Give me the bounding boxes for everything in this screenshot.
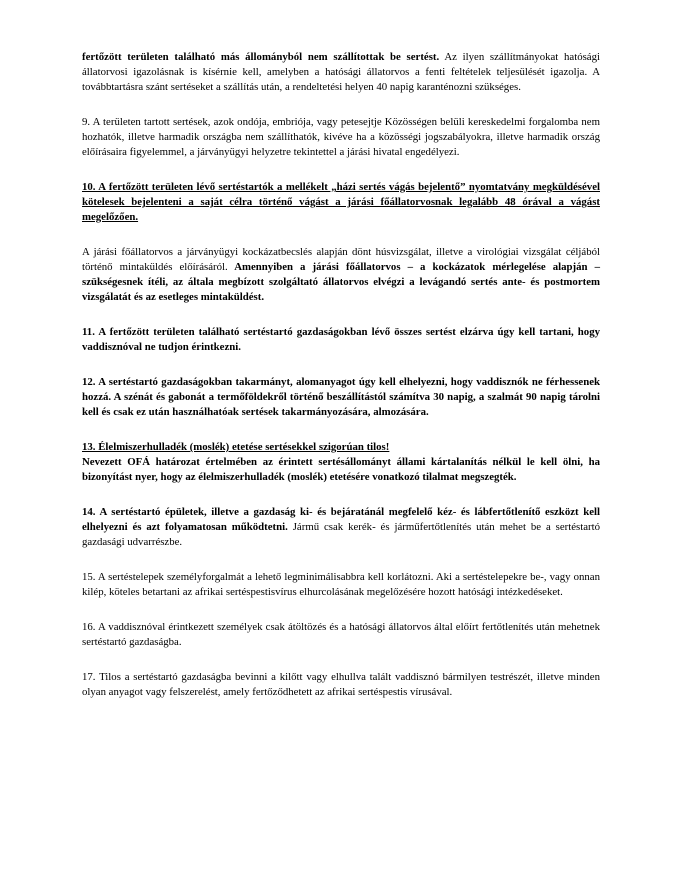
paragraph-9: 9. A területen tartott sertések, azok ondója, embriója, vagy petesejtje Közösségen belüli kereskedelmi forgalomba nem hozhatók, illetve harmadik országba nem szállíthatók, kivéve ha a közösségi jogszabályokra, illetve harmadik ország előírásaira figyelemmel, a járványügyi helyzetre tekintettel a járási hivatal engedélyezi. [82, 116, 600, 158]
paragraph-10-detail-bold: Amennyiben a járási főállatorvos – a kockázatok mérlegelése alapján – szükségesnek ítéli, az általa megbízott szolgáltató állatorvos elvégzi a levágandó sertés ante- és postmortem vizsgálatát és az esetleges mintaküldést. [82, 261, 600, 303]
paragraph-10 [82, 180, 600, 225]
paragraph-13-title [82, 440, 600, 455]
paragraph-10-detail [82, 245, 600, 305]
paragraph-17: 17. Tilos a sertéstartó gazdaságba bevinni a kilőtt vagy elhullva talált vaddisznó bármilyen testrészét, illetve minden olyan anyagot vagy felszerelést, amely fertőződhetett az afrikai sertéspestis vírusával. [82, 671, 600, 698]
paragraph-10-detail-normal: A járási főállatorvos a járványügyi kockázatbecslés alapján dönt húsvizsgálat, illetve a virológiai vizsgálat céljából történő mintaküldés előírásáról. [82, 246, 600, 273]
paragraph-11-text: 11. A fertőzött területen található sertéstartó gazdaságokban lévő összes sertést elzárva úgy kell tartani, hogy vaddisznóval ne tudjon érintkezni. [82, 326, 600, 353]
paragraph-14 [82, 505, 600, 550]
document-body [82, 50, 600, 720]
paragraph-12-text: 12. A sertéstartó gazdaságokban takarmányt, alomanyagot úgy kell elhelyezni, hogy vaddisznók ne férhessenek hozzá. A szénát és gabonát a termőföldekről történő beszállítástól számítva 30 napig, a szalmát 90 napig tárolni kell és csak ez után használhatóak sertések takarmányozására, almozására. [82, 376, 600, 418]
paragraph-15: 15. A sertéstelepek személyforgalmát a lehető legminimálisabbra kell korlátozni. Aki a sertéstelepekre be-, vagy onnan kilép, köteles betartani az afrikai sertéspestisvírus elhurcolásának megelőzésére hozott hatósági intézkedéseket. [82, 571, 600, 598]
paragraph-13-title-text: 13. Élelmiszerhulladék (moslék) etetése sertésekkel szigorúan tilos! [82, 441, 390, 453]
paragraph-14-text: Jármű csak kerék- és járműfertőtlenítés után mehet be a sertéstartó gazdasági udvarrészbe. [82, 521, 601, 548]
paragraph-12 [82, 375, 600, 420]
paragraph-14-bold: 14. A sertéstartó épületek, illetve a gazdaság ki- és bejáratánál megfelelő kéz- és lábfertőtlenítő eszközt kell elhelyezni és azt folyamatosan működtetni. [82, 506, 600, 533]
paragraph-13-body-text: Nevezett OFÁ határozat értelmében az érintett sertésállományt állami kártalanítás nélkül le kell ölni, ha bizonyítást nyer, hogy az élelmiszerhulladék (moslék) etetésére vonatkozó tilalmat megszegték. [82, 456, 600, 483]
paragraph-continued [82, 50, 600, 95]
paragraph-16: 16. A vaddisznóval érintkezett személyek csak átöltözés és a hatósági állatorvos által előírt fertőtlenítés után mehetnek sertéstartó gazdaságba. [82, 621, 600, 648]
paragraph-11 [82, 325, 600, 355]
continued-text: Az ilyen szállítmányokat hatósági állatorvosi igazolásnak is kísérnie kell, amelyben a hatósági állatorvos a fenti feltételek teljesülését igazolja. A továbbtartásra szánt sertéseket a szállítás után, a rendeltetési helyen 40 napig karanténozni szükséges. [82, 51, 600, 93]
paragraph-13-body [82, 455, 600, 485]
paragraph-10-text: 10. A fertőzött területen lévő sertéstartók a mellékelt „házi sertés vágás bejelentő” nyomtatvány megküldésével kötelesek bejelenteni a saját célra történő vágást a járási főállatorvosnak legalább 48 órával a vágást megelőzően. [82, 181, 600, 223]
continued-bold-text: fertőzött területen található más állományból nem szállítottak be sertést. [82, 51, 440, 63]
